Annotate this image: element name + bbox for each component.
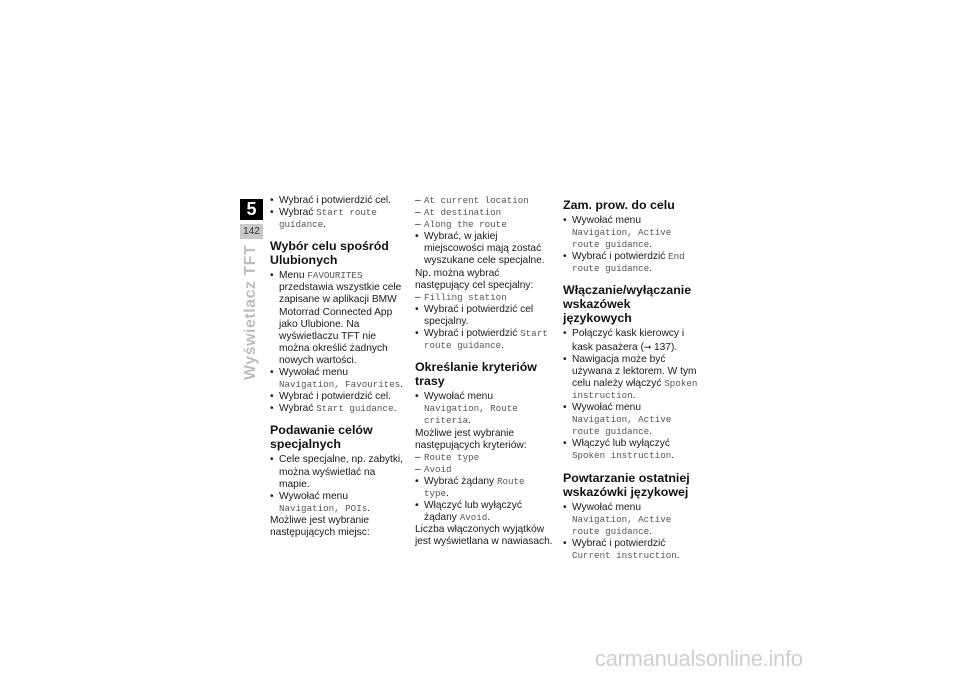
item-text: Wywołać menu — [279, 367, 348, 379]
item-text-end: . — [446, 487, 449, 499]
item-text: Wybrać i potwierdzić — [424, 328, 521, 340]
heading-route-criteria: Określanie kryteriów trasy — [415, 360, 537, 389]
menu-term: Route type — [424, 451, 480, 463]
paragraph-places-intro: Możliwe jest wybranie następujących miejsc: — [270, 514, 370, 538]
column-3 — [563, 195, 701, 562]
list-item — [270, 391, 408, 403]
item-text: Wybrać — [279, 207, 317, 219]
menu-term: Filling station — [424, 291, 507, 303]
list-voice-instructions — [563, 328, 701, 462]
item-text: Wybrać i potwierdzić cel specjalny. — [424, 303, 534, 327]
item-text-end: . — [649, 263, 653, 275]
menu-term: Navigation, Active route guidance — [572, 414, 672, 438]
item-text-end: . — [649, 525, 653, 537]
list-item — [563, 328, 701, 353]
list-item — [563, 438, 701, 462]
menu-term: Current instruction — [572, 549, 677, 561]
item-text: Wybrać — [279, 403, 317, 415]
menu-term: FAVOURITES — [307, 270, 363, 282]
list-end-guidance — [563, 215, 701, 275]
heading-repeat-instruction: Powtarzanie ostatniej wskazówki językowej — [563, 470, 690, 499]
heading-end-guidance: Zam. prow. do celu — [563, 198, 675, 212]
column-1 — [270, 195, 408, 539]
dash-item — [415, 292, 553, 304]
dash-item — [415, 219, 553, 231]
item-text-end: . — [487, 512, 491, 524]
paragraph-criteria-intro: Możliwe jest wybranie następujących kryteriów: — [415, 427, 527, 451]
list-item — [270, 454, 408, 490]
list-item — [270, 207, 408, 231]
item-text-end: . — [649, 239, 653, 251]
item-text: Wywołać menu — [424, 391, 493, 403]
list-item — [563, 215, 701, 251]
list-item — [415, 304, 553, 328]
item-text: Wybrać i potwierdzić — [572, 251, 669, 263]
menu-term: Navigation, Active route guidance — [572, 513, 672, 537]
list-intro — [270, 195, 408, 231]
list-places — [415, 195, 553, 231]
item-text-end: . — [323, 219, 326, 231]
item-text-end: . — [400, 379, 404, 391]
list-item — [270, 367, 408, 391]
item-text: Włączyć lub wyłączyć żądany — [424, 500, 522, 524]
column-2 — [415, 195, 553, 548]
item-text: Nawigacja może być używana z lektorem. W tym celu należy włączyć — [572, 353, 697, 389]
watermark: carmanualsonline.info — [595, 646, 803, 671]
list-after-example — [415, 304, 553, 352]
item-text-end: . — [468, 415, 471, 427]
item-text: Wybrać i potwierdzić cel. — [279, 195, 392, 206]
item-text: Połączyć kask kierowcy i kask pasażera ( — [572, 328, 685, 353]
menu-term: Navigation, Active route guidance — [572, 227, 672, 251]
menu-term: Avoid — [459, 512, 488, 524]
item-text: Wybrać i potwierdzić — [572, 537, 666, 549]
menu-term: Navigation, Favourites — [279, 379, 401, 391]
page-reference-arrow-icon: ➞ — [643, 341, 654, 352]
list-item — [563, 502, 701, 538]
item-text-end: ). — [670, 341, 678, 353]
page-number: 142 — [240, 224, 263, 239]
item-text: Wywołać menu — [572, 215, 641, 226]
item-text-end: . — [501, 340, 505, 352]
paragraph-exceptions-note: Liczba włączonych wyjątków jest wyświetlana w nawiasach. — [415, 524, 553, 548]
menu-term: Spoken instruction — [572, 377, 698, 401]
item-text: Wybrać i potwierdzić cel. — [279, 391, 392, 403]
heading-special-destinations: Podawanie celów specjalnych — [270, 423, 373, 452]
list-item — [270, 270, 408, 367]
menu-term: Navigation, Route criteria — [424, 403, 518, 427]
list-after-criteria — [415, 476, 553, 524]
list-item — [270, 403, 408, 415]
page-reference: 137 — [653, 341, 671, 353]
list-item — [563, 354, 701, 402]
list-item — [415, 391, 553, 427]
list-item — [415, 231, 553, 267]
item-text-end: . — [393, 403, 397, 415]
list-criteria-steps — [415, 391, 553, 427]
item-text-end: . — [367, 502, 371, 514]
list-item — [415, 328, 553, 352]
menu-term: At current location — [424, 195, 529, 206]
menu-term: Start route guidance — [279, 207, 377, 231]
item-text: Wywołać menu — [572, 501, 641, 513]
item-text-end: . — [632, 389, 636, 401]
item-text: Włączyć lub wyłączyć — [572, 438, 670, 450]
list-item — [270, 195, 408, 207]
item-text: Wywołać menu — [572, 402, 641, 414]
menu-term: Avoid — [424, 463, 452, 475]
list-example — [415, 292, 553, 304]
list-after-places — [415, 231, 553, 267]
item-text-end: . — [671, 450, 675, 462]
item-text-end: . — [649, 426, 653, 438]
section-title-text: Wyświetlacz TFT — [242, 244, 259, 380]
heading-voice-instructions: Włączanie/wyłączanie wskazówek językowych — [563, 283, 692, 326]
list-repeat-instruction — [563, 502, 701, 562]
heading-favourites: Wybór celu spośród Ulubionych — [270, 239, 389, 268]
menu-term: Start route guidance — [424, 328, 548, 352]
list-special-destinations — [270, 454, 408, 514]
item-text: Menu — [279, 270, 308, 282]
item-text: Wybrać żądany — [424, 475, 497, 487]
menu-term: End route guidance — [572, 251, 685, 275]
dash-item — [415, 464, 553, 476]
list-favourites — [270, 270, 408, 415]
dash-item — [415, 195, 553, 207]
list-item — [270, 491, 408, 515]
menu-term: Navigation, POIs — [279, 502, 368, 514]
list-item — [415, 476, 553, 500]
chapter-tab — [240, 199, 263, 220]
menu-term: Spoken instruction — [572, 450, 672, 462]
chapter-number: 5 — [246, 199, 257, 219]
menu-term: At destination — [424, 207, 502, 219]
list-item — [415, 500, 553, 524]
item-text: Wywołać menu — [279, 490, 348, 502]
dash-item — [415, 452, 553, 464]
list-criteria — [415, 452, 553, 476]
paragraph-example: Np. można wybrać następujący cel specjalny: — [415, 267, 534, 291]
list-item — [563, 251, 701, 275]
menu-term: Along the route — [424, 219, 507, 231]
item-text-end: . — [676, 549, 680, 561]
list-item — [563, 538, 701, 562]
menu-term: Start guidance — [316, 403, 394, 415]
item-text: Wybrać, w jakiej miejscowości mają zostać wyszukane cele specjalne. — [424, 231, 545, 267]
list-item — [563, 402, 701, 438]
item-text-end: przedstawia wszystkie cele zapisane w aplikacji BMW Motorrad Connected App jako Ulubione. Na wyświetlaczu TFT nie można określić żadnych nowych wartości. — [279, 282, 402, 366]
item-text: Cele specjalne, np. zabytki, można wyświetlać na mapie. — [279, 454, 404, 490]
dash-item — [415, 207, 553, 219]
menu-term: Route type — [424, 475, 525, 499]
